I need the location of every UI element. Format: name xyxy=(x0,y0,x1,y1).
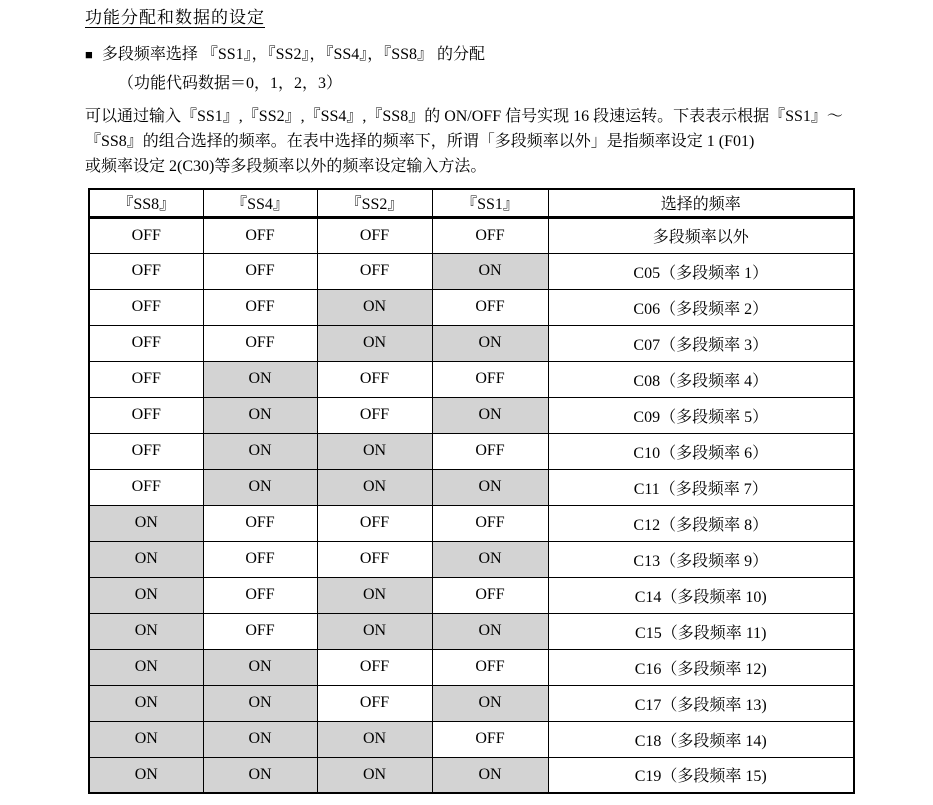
table-row xyxy=(89,433,854,469)
signal-state-cell: ON xyxy=(432,397,548,433)
signal-state-cell: OFF xyxy=(432,433,548,469)
signal-state-cell: ON xyxy=(432,541,548,577)
description-paragraph xyxy=(85,104,933,179)
signal-state-cell: ON xyxy=(89,577,203,613)
signal-state-cell: OFF xyxy=(89,397,203,433)
signal-state-cell: ON xyxy=(203,469,317,505)
signal-state-cell: OFF xyxy=(89,433,203,469)
frequency-cell: C13（多段频率 9） xyxy=(548,541,854,577)
frequency-cell: C11（多段频率 7） xyxy=(548,469,854,505)
table-row xyxy=(89,757,854,793)
header-ss1: 『SS1』 xyxy=(432,189,548,217)
table-row xyxy=(89,685,854,721)
signal-state-cell: OFF xyxy=(317,505,432,541)
signal-state-cell: ON xyxy=(432,325,548,361)
signal-state-cell: ON xyxy=(203,433,317,469)
signal-state-cell: OFF xyxy=(432,361,548,397)
signal-state-cell: OFF xyxy=(317,361,432,397)
paragraph-line: 『SS8』的组合选择的频率。在表中选择的频率下，所谓「多段频率以外」是指频率设定 1 (F01) xyxy=(85,133,755,150)
table-row xyxy=(89,469,854,505)
signal-state-cell: OFF xyxy=(432,577,548,613)
section-heading xyxy=(85,44,933,66)
signal-state-cell: ON xyxy=(89,721,203,757)
frequency-cell: C14（多段频率 10) xyxy=(548,577,854,613)
page-title: 功能分配和数据的设定 xyxy=(85,8,265,27)
header-ss8: 『SS8』 xyxy=(89,189,203,217)
table-row xyxy=(89,541,854,577)
table-row xyxy=(89,289,854,325)
signal-state-cell: ON xyxy=(432,685,548,721)
paragraph-line: 或频率设定 2(C30)等多段频率以外的频率设定输入方法。 xyxy=(85,158,487,175)
signal-state-cell: OFF xyxy=(203,505,317,541)
signal-state-cell: ON xyxy=(203,649,317,685)
multi-step-frequency-table xyxy=(88,188,855,794)
header-ss2: 『SS2』 xyxy=(317,189,432,217)
table-row xyxy=(89,397,854,433)
signal-state-cell: ON xyxy=(317,469,432,505)
signal-state-cell: ON xyxy=(89,757,203,793)
header-selected-frequency: 选择的频率 xyxy=(548,189,854,217)
frequency-cell: C12（多段频率 8） xyxy=(548,505,854,541)
signal-state-cell: OFF xyxy=(203,613,317,649)
signal-state-cell: OFF xyxy=(203,325,317,361)
header-ss4: 『SS4』 xyxy=(203,189,317,217)
frequency-cell: 多段频率以外 xyxy=(548,217,854,253)
signal-state-cell: ON xyxy=(89,541,203,577)
signal-state-cell: OFF xyxy=(317,217,432,253)
function-code-note: （功能代码数据＝0，1，2，3） xyxy=(118,75,343,92)
frequency-cell: C10（多段频率 6） xyxy=(548,433,854,469)
section-heading-text: 多段频率选择 『SS1』，『SS2』，『SS4』，『SS8』 的分配 xyxy=(101,46,486,63)
table-row xyxy=(89,325,854,361)
signal-state-cell: ON xyxy=(203,721,317,757)
table-row xyxy=(89,505,854,541)
frequency-cell: C09（多段频率 5） xyxy=(548,397,854,433)
signal-state-cell: ON xyxy=(203,361,317,397)
frequency-cell: C07（多段频率 3） xyxy=(548,325,854,361)
signal-state-cell: ON xyxy=(203,397,317,433)
signal-state-cell: OFF xyxy=(203,217,317,253)
signal-state-cell: OFF xyxy=(317,685,432,721)
signal-state-cell: OFF xyxy=(89,361,203,397)
table-body xyxy=(89,217,854,793)
signal-state-cell: OFF xyxy=(317,649,432,685)
frequency-cell: C08（多段频率 4） xyxy=(548,361,854,397)
signal-state-cell: ON xyxy=(203,685,317,721)
table-row xyxy=(89,577,854,613)
signal-state-cell: OFF xyxy=(89,325,203,361)
table-header-row xyxy=(89,189,854,217)
signal-state-cell: ON xyxy=(317,721,432,757)
signal-state-cell: OFF xyxy=(89,469,203,505)
signal-state-cell: OFF xyxy=(203,541,317,577)
signal-state-cell: OFF xyxy=(89,217,203,253)
signal-state-cell: ON xyxy=(317,325,432,361)
signal-state-cell: OFF xyxy=(317,253,432,289)
frequency-cell: C17（多段频率 13) xyxy=(548,685,854,721)
table-row xyxy=(89,613,854,649)
table-row xyxy=(89,721,854,757)
signal-state-cell: ON xyxy=(432,613,548,649)
signal-state-cell: OFF xyxy=(203,577,317,613)
table-row xyxy=(89,253,854,289)
signal-state-cell: OFF xyxy=(317,397,432,433)
signal-state-cell: ON xyxy=(317,577,432,613)
signal-state-cell: OFF xyxy=(432,721,548,757)
signal-state-cell: ON xyxy=(89,505,203,541)
signal-state-cell: ON xyxy=(317,613,432,649)
frequency-cell: C18（多段频率 14) xyxy=(548,721,854,757)
signal-state-cell: OFF xyxy=(203,289,317,325)
table-row xyxy=(89,217,854,253)
bullet-square-icon: ■ xyxy=(85,47,93,62)
signal-state-cell: ON xyxy=(317,757,432,793)
signal-state-cell: ON xyxy=(89,649,203,685)
frequency-cell: C15（多段频率 11) xyxy=(548,613,854,649)
signal-state-cell: OFF xyxy=(432,505,548,541)
signal-state-cell: OFF xyxy=(89,289,203,325)
signal-state-cell: ON xyxy=(203,757,317,793)
frequency-cell: C16（多段频率 12) xyxy=(548,649,854,685)
signal-state-cell: ON xyxy=(317,289,432,325)
paragraph-line: 可以通过输入『SS1』,『SS2』,『SS4』,『SS8』的 ON/OFF 信号实现 16 段速运转。下表表示根据『SS1』～ xyxy=(85,108,843,125)
table-row xyxy=(89,649,854,685)
signal-state-cell: ON xyxy=(432,469,548,505)
signal-state-cell: OFF xyxy=(432,289,548,325)
signal-state-cell: OFF xyxy=(317,541,432,577)
signal-state-cell: ON xyxy=(432,253,548,289)
frequency-cell: C19（多段频率 15) xyxy=(548,757,854,793)
signal-state-cell: ON xyxy=(432,757,548,793)
signal-state-cell: ON xyxy=(317,433,432,469)
signal-state-cell: OFF xyxy=(432,649,548,685)
signal-state-cell: ON xyxy=(89,613,203,649)
signal-state-cell: OFF xyxy=(89,253,203,289)
signal-state-cell: OFF xyxy=(203,253,317,289)
signal-state-cell: ON xyxy=(89,685,203,721)
frequency-cell: C06（多段频率 2） xyxy=(548,289,854,325)
frequency-cell: C05（多段频率 1） xyxy=(548,253,854,289)
signal-state-cell: OFF xyxy=(432,217,548,253)
table-row xyxy=(89,361,854,397)
